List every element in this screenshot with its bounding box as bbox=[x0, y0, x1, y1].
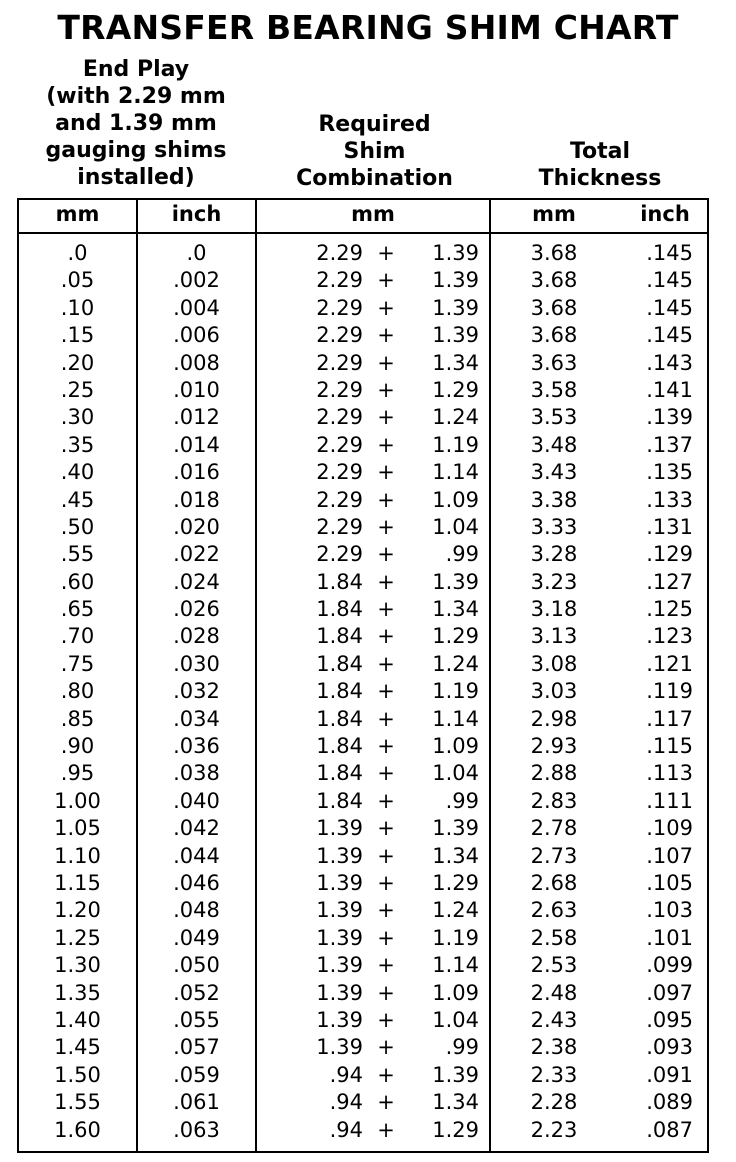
end-play-inch: .026 bbox=[173, 597, 220, 622]
plus-sign: + bbox=[377, 953, 395, 978]
table-row bbox=[19, 678, 707, 705]
shim-b: 1.39 bbox=[432, 569, 479, 594]
shim-a: 1.84 bbox=[316, 706, 363, 731]
shim-b: 1.09 bbox=[432, 734, 479, 759]
plus-sign: + bbox=[377, 268, 395, 293]
shim-a: 1.39 bbox=[316, 870, 363, 895]
shim-a: 1.84 bbox=[316, 734, 363, 759]
total-mm: 3.23 bbox=[530, 569, 578, 594]
end-play-mm: 1.05 bbox=[54, 816, 101, 841]
shim-a: 1.39 bbox=[316, 1007, 363, 1032]
end-play-inch: .002 bbox=[173, 268, 220, 293]
end-play-mm: .70 bbox=[60, 624, 95, 649]
end-play-inch: .006 bbox=[173, 323, 220, 348]
total-inch: .109 bbox=[646, 816, 693, 841]
total-mm: 2.78 bbox=[530, 816, 578, 841]
shim-b: 1.29 bbox=[432, 624, 479, 649]
shim-a: 2.29 bbox=[316, 268, 363, 293]
total-mm: 3.48 bbox=[530, 432, 578, 457]
end-play-inch: .034 bbox=[173, 706, 220, 731]
plus-sign: + bbox=[377, 350, 395, 375]
shim-b: .99 bbox=[445, 542, 479, 567]
end-play-inch: .004 bbox=[173, 295, 220, 320]
end-play-inch: .028 bbox=[173, 624, 220, 649]
table-body bbox=[19, 240, 707, 1144]
shim-b: 1.24 bbox=[432, 898, 479, 923]
end-play-mm: .10 bbox=[60, 295, 95, 320]
table-row bbox=[19, 980, 707, 1007]
shim-a: 1.84 bbox=[316, 569, 363, 594]
total-mm: 3.28 bbox=[530, 542, 578, 567]
table-row bbox=[19, 240, 707, 267]
end-play-mm: 1.25 bbox=[54, 925, 101, 950]
shim-a: 1.39 bbox=[316, 953, 363, 978]
plus-sign: + bbox=[377, 980, 395, 1005]
shim-a: 1.39 bbox=[316, 898, 363, 923]
total-inch: .131 bbox=[646, 514, 693, 539]
plus-sign: + bbox=[377, 679, 395, 704]
table-row bbox=[19, 322, 707, 349]
plus-sign: + bbox=[377, 460, 395, 485]
shim-a: 2.29 bbox=[316, 432, 363, 457]
table-row bbox=[19, 295, 707, 322]
shim-b: 1.39 bbox=[432, 323, 479, 348]
table-row bbox=[19, 815, 707, 842]
shim-a: 1.84 bbox=[316, 788, 363, 813]
plus-sign: + bbox=[377, 1062, 395, 1087]
plus-sign: + bbox=[377, 624, 395, 649]
table-row bbox=[19, 897, 707, 924]
plus-sign: + bbox=[377, 323, 395, 348]
shim-b: 1.09 bbox=[432, 980, 479, 1005]
end-play-mm: .65 bbox=[60, 597, 95, 622]
shim-b: 1.04 bbox=[432, 514, 479, 539]
shim-a: 2.29 bbox=[316, 241, 363, 265]
plus-sign: + bbox=[377, 843, 395, 868]
shim-a: 1.84 bbox=[316, 679, 363, 704]
shim-table bbox=[17, 198, 709, 1153]
total-inch: .101 bbox=[646, 925, 693, 950]
end-play-mm: .95 bbox=[60, 761, 95, 786]
total-mm: 2.83 bbox=[530, 788, 578, 813]
plus-sign: + bbox=[377, 1007, 395, 1032]
shim-a: 2.29 bbox=[316, 542, 363, 567]
end-play-mm: 1.40 bbox=[54, 1007, 101, 1032]
end-play-inch: .016 bbox=[173, 460, 220, 485]
shim-a: 1.39 bbox=[316, 843, 363, 868]
shim-b: 1.14 bbox=[432, 460, 479, 485]
table-row bbox=[19, 623, 707, 650]
plus-sign: + bbox=[377, 377, 395, 402]
end-play-mm: 1.55 bbox=[54, 1090, 101, 1115]
plus-sign: + bbox=[377, 514, 395, 539]
plus-sign: + bbox=[377, 569, 395, 594]
total-inch: .107 bbox=[646, 843, 693, 868]
table-row bbox=[19, 733, 707, 760]
total-inch: .135 bbox=[646, 460, 693, 485]
total-mm: 3.53 bbox=[530, 405, 578, 430]
total-inch: .137 bbox=[646, 432, 693, 457]
table-row bbox=[19, 1089, 707, 1116]
total-inch: .111 bbox=[646, 788, 693, 813]
total-mm: 2.53 bbox=[530, 953, 578, 978]
total-inch: .145 bbox=[646, 241, 693, 265]
shim-b: 1.19 bbox=[432, 432, 479, 457]
total-mm: 3.68 bbox=[530, 268, 578, 293]
end-play-inch: .030 bbox=[173, 651, 220, 676]
total-inch: .125 bbox=[646, 597, 693, 622]
total-inch: .145 bbox=[646, 323, 693, 348]
end-play-mm: .45 bbox=[60, 487, 95, 512]
total-mm: 2.43 bbox=[530, 1007, 578, 1032]
shim-b: 1.24 bbox=[432, 405, 479, 430]
shim-a: 2.29 bbox=[316, 377, 363, 402]
shim-a: .94 bbox=[329, 1117, 363, 1142]
total-inch: .145 bbox=[646, 268, 693, 293]
shim-b: 1.24 bbox=[432, 651, 479, 676]
shim-a: 2.29 bbox=[316, 487, 363, 512]
table-row bbox=[19, 843, 707, 870]
total-inch: .097 bbox=[646, 980, 693, 1005]
table-row bbox=[19, 925, 707, 952]
total-mm: 2.73 bbox=[530, 843, 578, 868]
shim-b: 1.19 bbox=[432, 679, 479, 704]
table-row bbox=[19, 1117, 707, 1144]
plus-sign: + bbox=[377, 1090, 395, 1115]
end-play-inch: .049 bbox=[173, 925, 220, 950]
shim-b: 1.29 bbox=[432, 1117, 479, 1142]
total-inch: .089 bbox=[646, 1090, 693, 1115]
total-inch: .087 bbox=[646, 1117, 693, 1142]
unit-total-inch: inch bbox=[640, 202, 690, 226]
total-inch: .099 bbox=[646, 953, 693, 978]
shim-b: 1.34 bbox=[432, 1090, 479, 1115]
end-play-mm: .20 bbox=[60, 350, 95, 375]
end-play-mm: .55 bbox=[60, 542, 95, 567]
unit-end-play-mm: mm bbox=[55, 202, 100, 226]
plus-sign: + bbox=[377, 788, 395, 813]
end-play-mm: .25 bbox=[60, 377, 95, 402]
total-mm: 2.68 bbox=[530, 870, 578, 895]
table-row bbox=[19, 760, 707, 787]
total-mm: 3.58 bbox=[530, 377, 578, 402]
total-mm: 3.03 bbox=[530, 679, 578, 704]
end-play-inch: .059 bbox=[173, 1062, 220, 1087]
end-play-inch: .018 bbox=[173, 487, 220, 512]
end-play-inch: .042 bbox=[173, 816, 220, 841]
shim-b: .99 bbox=[445, 788, 479, 813]
shim-a: 1.39 bbox=[316, 1035, 363, 1060]
end-play-inch: .046 bbox=[173, 870, 220, 895]
total-inch: .129 bbox=[646, 542, 693, 567]
end-play-inch: .022 bbox=[173, 542, 220, 567]
end-play-mm: 1.45 bbox=[54, 1035, 101, 1060]
total-mm: 2.58 bbox=[530, 925, 578, 950]
shim-a: 1.84 bbox=[316, 761, 363, 786]
total-mm: 3.63 bbox=[530, 350, 578, 375]
table-row bbox=[19, 1034, 707, 1061]
table-row bbox=[19, 1062, 707, 1089]
end-play-mm: .50 bbox=[60, 514, 95, 539]
end-play-mm: 1.20 bbox=[54, 898, 101, 923]
end-play-inch: .036 bbox=[173, 734, 220, 759]
end-play-mm: .0 bbox=[67, 241, 88, 265]
plus-sign: + bbox=[377, 1117, 395, 1142]
shim-b: 1.04 bbox=[432, 761, 479, 786]
table-row bbox=[19, 350, 707, 377]
shim-b: 1.19 bbox=[432, 925, 479, 950]
table-row bbox=[19, 514, 707, 541]
total-inch: .117 bbox=[646, 706, 693, 731]
plus-sign: + bbox=[377, 542, 395, 567]
plus-sign: + bbox=[377, 925, 395, 950]
end-play-mm: .35 bbox=[60, 432, 95, 457]
plus-sign: + bbox=[377, 597, 395, 622]
shim-b: 1.34 bbox=[432, 350, 479, 375]
shim-a: 2.29 bbox=[316, 514, 363, 539]
end-play-inch: .050 bbox=[173, 953, 220, 978]
shim-a: 2.29 bbox=[316, 295, 363, 320]
total-mm: 3.33 bbox=[530, 514, 578, 539]
total-inch: .123 bbox=[646, 624, 693, 649]
end-play-inch: .032 bbox=[173, 679, 220, 704]
total-mm: 3.08 bbox=[530, 651, 578, 676]
header-divider bbox=[19, 232, 707, 234]
total-inch: .113 bbox=[646, 761, 693, 786]
total-mm: 2.48 bbox=[530, 980, 578, 1005]
end-play-mm: .80 bbox=[60, 679, 95, 704]
total-inch: .105 bbox=[646, 870, 693, 895]
shim-b: 1.09 bbox=[432, 487, 479, 512]
shim-a: 1.84 bbox=[316, 597, 363, 622]
end-play-mm: .30 bbox=[60, 405, 95, 430]
header-end-play: End Play (with 2.29 mm and 1.39 mm gauging shims installed) bbox=[45, 57, 227, 190]
end-play-inch: .024 bbox=[173, 569, 220, 594]
total-inch: .143 bbox=[646, 350, 693, 375]
total-mm: 2.63 bbox=[530, 898, 578, 923]
shim-a: 1.39 bbox=[316, 980, 363, 1005]
unit-shim-mm: mm bbox=[351, 202, 395, 226]
shim-a: 1.84 bbox=[316, 624, 363, 649]
total-inch: .119 bbox=[646, 679, 693, 704]
shim-a: 2.29 bbox=[316, 460, 363, 485]
total-mm: 2.28 bbox=[530, 1090, 578, 1115]
total-mm: 3.68 bbox=[530, 241, 578, 265]
header-total-thickness: Total Thickness bbox=[538, 139, 662, 191]
end-play-mm: 1.50 bbox=[54, 1062, 101, 1087]
plus-sign: + bbox=[377, 761, 395, 786]
end-play-inch: .010 bbox=[173, 377, 220, 402]
table-row bbox=[19, 788, 707, 815]
total-mm: 2.23 bbox=[530, 1117, 578, 1142]
shim-b: 1.39 bbox=[432, 268, 479, 293]
end-play-mm: .05 bbox=[60, 268, 95, 293]
total-inch: .145 bbox=[646, 295, 693, 320]
total-inch: .095 bbox=[646, 1007, 693, 1032]
total-inch: .127 bbox=[646, 569, 693, 594]
end-play-inch: .044 bbox=[173, 843, 220, 868]
total-inch: .091 bbox=[646, 1062, 693, 1087]
shim-b: 1.29 bbox=[432, 870, 479, 895]
shim-a: 2.29 bbox=[316, 350, 363, 375]
shim-a: 2.29 bbox=[316, 405, 363, 430]
table-row bbox=[19, 377, 707, 404]
plus-sign: + bbox=[377, 870, 395, 895]
end-play-mm: .40 bbox=[60, 460, 95, 485]
plus-sign: + bbox=[377, 432, 395, 457]
shim-b: 1.39 bbox=[432, 1062, 479, 1087]
end-play-inch: .052 bbox=[173, 980, 220, 1005]
shim-a: 1.84 bbox=[316, 651, 363, 676]
plus-sign: + bbox=[377, 816, 395, 841]
table-row bbox=[19, 596, 707, 623]
total-mm: 3.18 bbox=[530, 597, 578, 622]
end-play-mm: .90 bbox=[60, 734, 95, 759]
end-play-inch: .014 bbox=[173, 432, 220, 457]
plus-sign: + bbox=[377, 295, 395, 320]
shim-b: 1.14 bbox=[432, 953, 479, 978]
plus-sign: + bbox=[377, 241, 395, 265]
shim-a: .94 bbox=[329, 1090, 363, 1115]
table-row bbox=[19, 487, 707, 514]
total-inch: .103 bbox=[646, 898, 693, 923]
end-play-mm: .85 bbox=[60, 706, 95, 731]
shim-b: 1.39 bbox=[432, 295, 479, 320]
total-inch: .141 bbox=[646, 377, 693, 402]
table-row bbox=[19, 432, 707, 459]
end-play-mm: .15 bbox=[60, 323, 95, 348]
plus-sign: + bbox=[377, 405, 395, 430]
end-play-mm: .75 bbox=[60, 651, 95, 676]
table-row bbox=[19, 541, 707, 568]
table-row bbox=[19, 569, 707, 596]
total-inch: .093 bbox=[646, 1035, 693, 1060]
total-inch: .133 bbox=[646, 487, 693, 512]
end-play-inch: .008 bbox=[173, 350, 220, 375]
total-mm: 3.43 bbox=[530, 460, 578, 485]
end-play-inch: .038 bbox=[173, 761, 220, 786]
shim-b: 1.14 bbox=[432, 706, 479, 731]
shim-b: 1.04 bbox=[432, 1007, 479, 1032]
plus-sign: + bbox=[377, 651, 395, 676]
end-play-inch: .063 bbox=[173, 1117, 220, 1142]
total-mm: 2.93 bbox=[530, 734, 578, 759]
table-row bbox=[19, 706, 707, 733]
shim-b: 1.29 bbox=[432, 377, 479, 402]
chart-title: TRANSFER BEARING SHIM CHART bbox=[57, 8, 679, 47]
end-play-inch: .061 bbox=[173, 1090, 220, 1115]
header-required-shim: Required Shim Combination bbox=[296, 112, 453, 191]
total-mm: 2.38 bbox=[530, 1035, 578, 1060]
total-inch: .139 bbox=[646, 405, 693, 430]
total-mm: 2.98 bbox=[530, 706, 578, 731]
total-mm: 3.68 bbox=[530, 323, 578, 348]
end-play-mm: 1.35 bbox=[54, 980, 101, 1005]
shim-b: 1.34 bbox=[432, 843, 479, 868]
end-play-mm: .60 bbox=[60, 569, 95, 594]
plus-sign: + bbox=[377, 1035, 395, 1060]
end-play-inch: .057 bbox=[173, 1035, 220, 1060]
end-play-inch: .012 bbox=[173, 405, 220, 430]
end-play-mm: 1.30 bbox=[54, 953, 101, 978]
end-play-inch: .040 bbox=[173, 788, 220, 813]
end-play-mm: 1.60 bbox=[54, 1117, 101, 1142]
shim-a: 2.29 bbox=[316, 323, 363, 348]
end-play-inch: .0 bbox=[186, 241, 207, 265]
end-play-inch: .055 bbox=[173, 1007, 220, 1032]
unit-total-mm: mm bbox=[532, 202, 576, 226]
plus-sign: + bbox=[377, 706, 395, 731]
end-play-inch: .020 bbox=[173, 514, 220, 539]
shim-a: 1.39 bbox=[316, 925, 363, 950]
total-mm: 3.68 bbox=[530, 295, 578, 320]
total-mm: 2.88 bbox=[530, 761, 578, 786]
table-row bbox=[19, 952, 707, 979]
table-row bbox=[19, 404, 707, 431]
total-mm: 2.33 bbox=[530, 1062, 578, 1087]
plus-sign: + bbox=[377, 734, 395, 759]
shim-b: 1.39 bbox=[432, 241, 479, 265]
table-row bbox=[19, 870, 707, 897]
shim-a: 1.39 bbox=[316, 816, 363, 841]
shim-b: 1.34 bbox=[432, 597, 479, 622]
end-play-mm: 1.10 bbox=[54, 843, 101, 868]
table-row bbox=[19, 267, 707, 294]
table-row bbox=[19, 459, 707, 486]
plus-sign: + bbox=[377, 898, 395, 923]
table-row bbox=[19, 651, 707, 678]
plus-sign: + bbox=[377, 487, 395, 512]
shim-a: .94 bbox=[329, 1062, 363, 1087]
total-mm: 3.38 bbox=[530, 487, 578, 512]
end-play-mm: 1.00 bbox=[54, 788, 101, 813]
end-play-inch: .048 bbox=[173, 898, 220, 923]
total-inch: .115 bbox=[646, 734, 693, 759]
unit-end-play-inch: inch bbox=[171, 202, 222, 226]
total-mm: 3.13 bbox=[530, 624, 578, 649]
end-play-mm: 1.15 bbox=[54, 870, 101, 895]
total-inch: .121 bbox=[646, 651, 693, 676]
table-row bbox=[19, 1007, 707, 1034]
shim-b: 1.39 bbox=[432, 816, 479, 841]
shim-b: .99 bbox=[445, 1035, 479, 1060]
